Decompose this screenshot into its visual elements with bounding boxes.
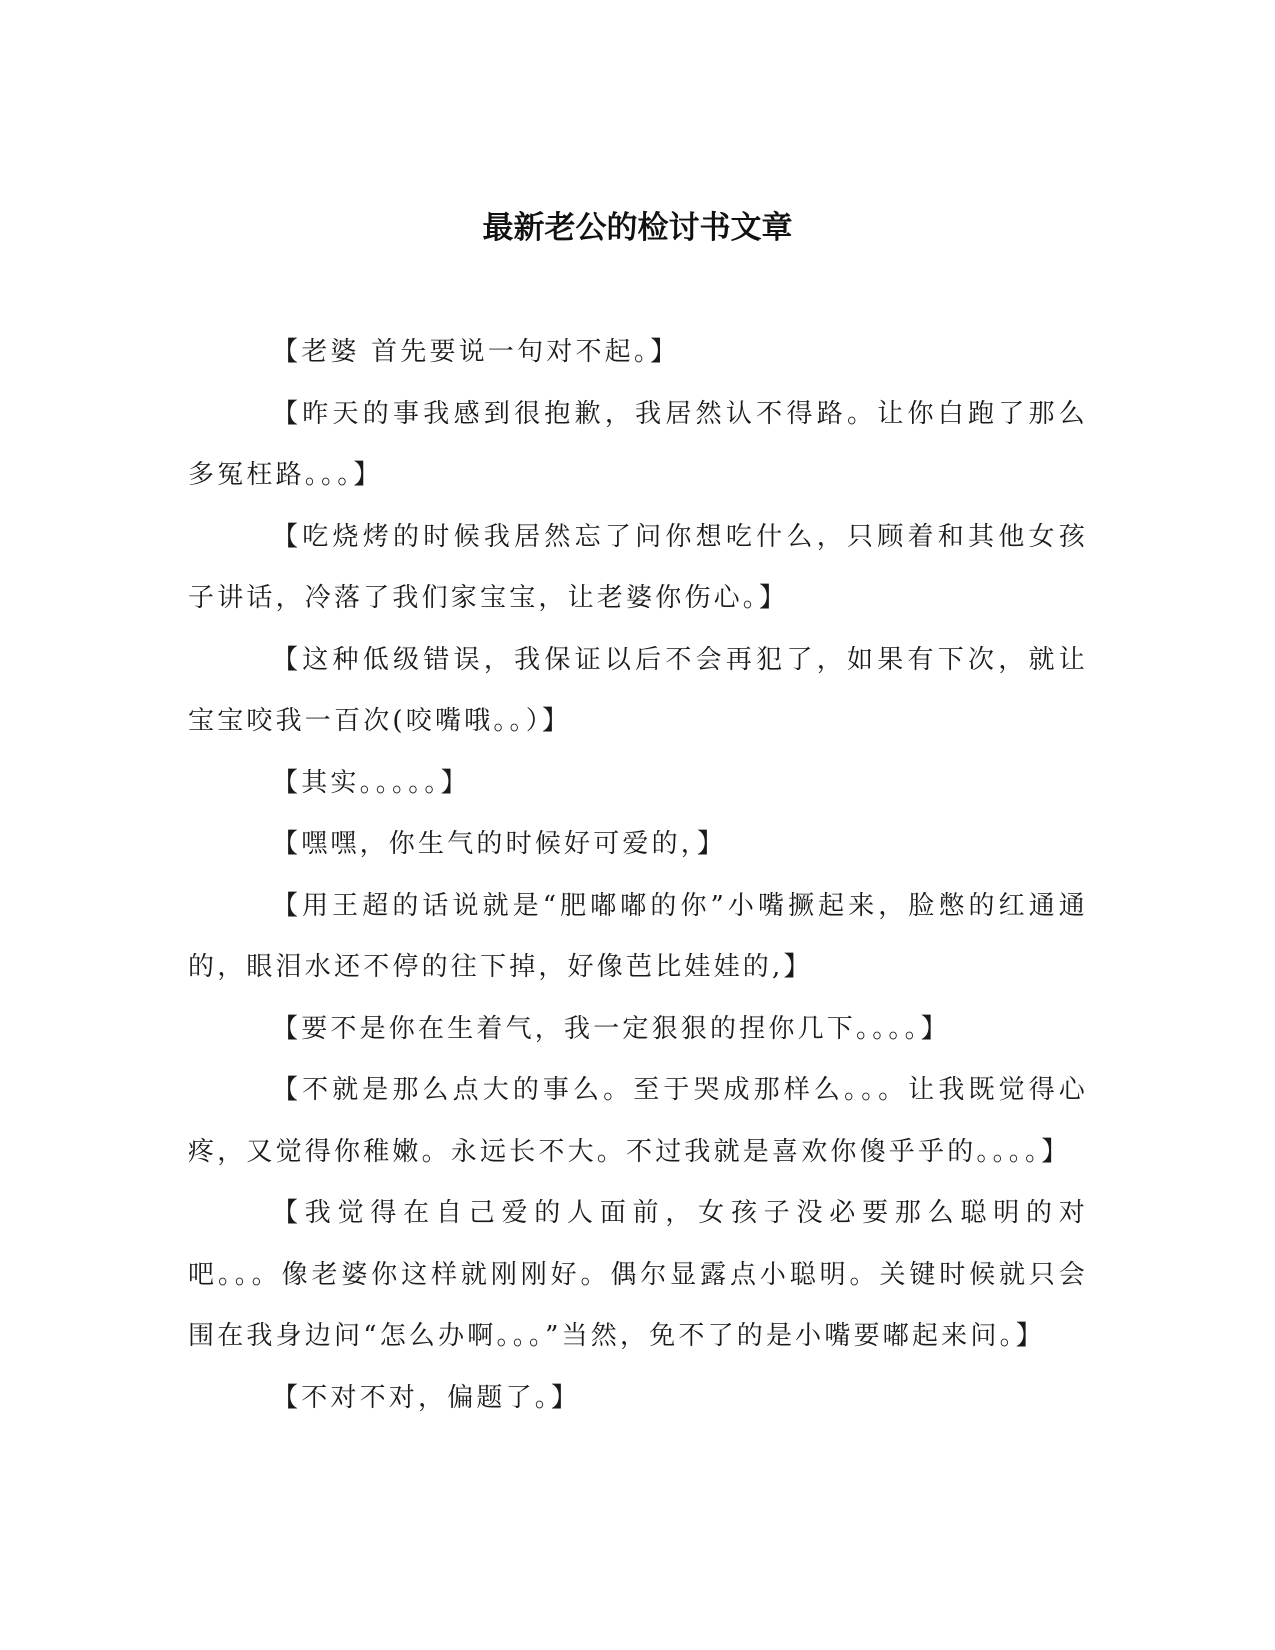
paragraph: 【这种低级错误，我保证以后不会再犯了，如果有下次，就让宝宝咬我一百次(咬嘴哦。。）】 bbox=[188, 644, 1088, 736]
page-title: 最新老公的检讨书文章 bbox=[482, 210, 793, 246]
paragraph: 【其实。。。。。】 bbox=[272, 767, 470, 798]
paragraph: 【要不是你在生着气，我一定狠狠的捏你几下。。。。】 bbox=[272, 1013, 951, 1044]
paragraph: 【用王超的话说就是“肥嘟嘟的你”小嘴撅起来，脸憋的红通通的，眼泪水还不停的往下掉，好像芭比娃娃的,】 bbox=[188, 890, 1088, 982]
paragraph: 【昨天的事我感到很抱歉，我居然认不得路。让你白跑了那么多冤枉路。。。】 bbox=[188, 398, 1088, 490]
paragraph: 【我觉得在自己爱的人面前，女孩子没必要那么聪明的对吧。。。像老婆你这样就刚刚好。偶尔显露点小聪明。关键时候就只会围在我身边问“怎么办啊。。。”当然，免不了的是小嘴要嘟起来问。】 bbox=[188, 1198, 1088, 1351]
paragraph: 【吃烧烤的时候我居然忘了问你想吃什么，只顾着和其他女孩子讲话，冷落了我们家宝宝，让老婆你伤心。】 bbox=[188, 521, 1088, 613]
paragraph: 【老婆 首先要说一句对不起。】 bbox=[272, 337, 680, 367]
paragraph: 【嘿嘿，你生气的时候好可爱的，】 bbox=[272, 829, 727, 859]
paragraph: 【不就是那么点大的事么。至于哭成那样么。。。让我既觉得心疼，又觉得你稚嫩。永远长不大。不过我就是喜欢你傻乎乎的。。。。】 bbox=[188, 1075, 1088, 1167]
document-body bbox=[188, 322, 1088, 1429]
paragraph: 【不对不对，偏题了。】 bbox=[272, 1382, 581, 1413]
